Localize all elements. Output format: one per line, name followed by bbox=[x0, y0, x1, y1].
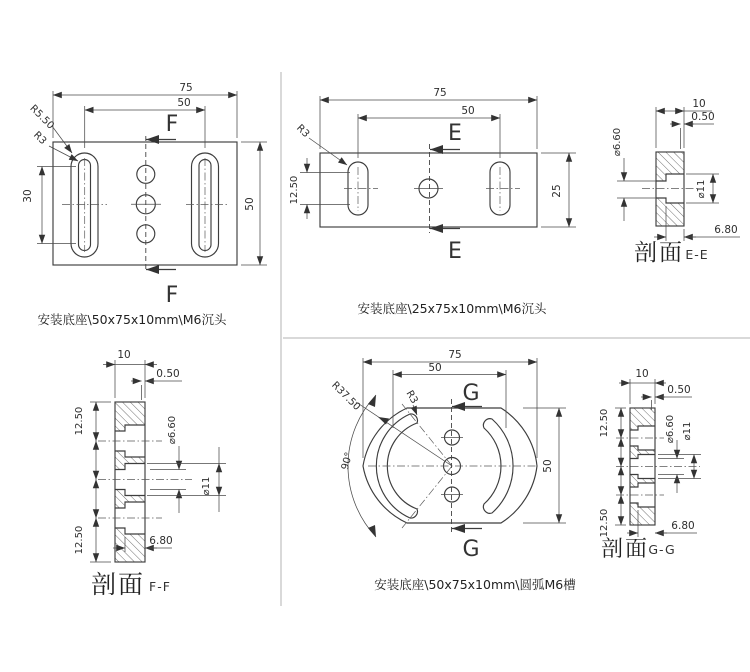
section-letter-e-top: E bbox=[448, 121, 462, 146]
section-name-ee: E-E bbox=[685, 247, 709, 262]
section-name-ff: F-F bbox=[149, 579, 171, 594]
dim-hole-6.60: ⌀6.60 bbox=[612, 127, 623, 157]
leader-r3: R3 bbox=[294, 122, 312, 140]
view-section-ee bbox=[612, 98, 740, 266]
dim-step-0.50: 0.50 bbox=[667, 384, 691, 396]
angle-arrow-top bbox=[368, 395, 376, 407]
dim-pitch-bottom-12.50: 12.50 bbox=[74, 525, 85, 555]
view-section-ff bbox=[74, 349, 226, 599]
dim-cbore-11: ⌀11 bbox=[696, 179, 707, 199]
dim-depth-6.80: 6.80 bbox=[671, 520, 695, 532]
dim-inner-50: 50 bbox=[177, 97, 191, 109]
dim-inner-50: 50 bbox=[461, 105, 475, 117]
section-letter-f-top: F bbox=[165, 112, 179, 137]
section-arrow-f-bottom bbox=[146, 265, 159, 274]
dim-cbore-11: ⌀11 bbox=[201, 476, 212, 496]
dim-pitch-12.50: 12.50 bbox=[289, 175, 300, 205]
dim-hole-6.60: ⌀6.60 bbox=[665, 414, 676, 444]
view-plate-25x75 bbox=[289, 87, 576, 316]
caption-plate-arc: 安装底座\50x75x10mm\圆弧M6槽 bbox=[374, 577, 576, 592]
caption-plate-50x75: 安装底座\50x75x10mm\M6沉头 bbox=[37, 312, 227, 327]
view-plate-50x75 bbox=[22, 82, 267, 327]
leader-r37.50: R37.50 bbox=[329, 379, 363, 413]
dim-step-0.50: 0.50 bbox=[691, 111, 715, 123]
view-plate-arc bbox=[329, 349, 576, 592]
dim-pitch-top-12.50: 12.50 bbox=[74, 406, 85, 436]
section-title-ff: 剖面 bbox=[90, 570, 146, 599]
angle-arrow-bottom bbox=[368, 525, 376, 537]
dim-height-25: 25 bbox=[551, 184, 563, 198]
dim-depth-6.80: 6.80 bbox=[149, 535, 173, 547]
section-letter-e-bottom: E bbox=[448, 239, 462, 264]
dim-pitch-top-12.50: 12.50 bbox=[599, 408, 610, 438]
leader-r5.50: R5.50 bbox=[27, 103, 56, 132]
section-letter-f-bottom: F bbox=[165, 283, 179, 308]
dim-thickness-10: 10 bbox=[692, 98, 706, 110]
dim-width-75: 75 bbox=[179, 82, 193, 94]
section-name-gg: G-G bbox=[648, 542, 676, 557]
caption-plate-25x75: 安装底座\25x75x10mm\M6沉头 bbox=[357, 301, 547, 316]
dim-cbore-11: ⌀11 bbox=[682, 421, 693, 441]
section-title-ee: 剖面 bbox=[634, 240, 684, 266]
section-letter-g-bottom: G bbox=[462, 537, 480, 562]
dim-angle-90: 90° bbox=[339, 451, 356, 472]
section-arrow-f-top bbox=[146, 135, 159, 144]
dim-height-50: 50 bbox=[244, 197, 256, 211]
dim-width-75: 75 bbox=[448, 349, 462, 361]
dim-thickness-10: 10 bbox=[117, 349, 131, 361]
view-section-gg bbox=[599, 368, 701, 562]
dim-depth-6.80: 6.80 bbox=[714, 224, 738, 236]
section-letter-g-top: G bbox=[462, 381, 480, 406]
section-title-gg: 剖面 bbox=[600, 537, 650, 562]
leader-arrow-r37.50 bbox=[378, 417, 389, 425]
dim-width-75: 75 bbox=[433, 87, 447, 99]
dim-thickness-10: 10 bbox=[635, 368, 649, 380]
section-arrow-g-bottom bbox=[452, 524, 465, 533]
dim-slot-30: 30 bbox=[22, 189, 34, 203]
dim-height-50: 50 bbox=[542, 459, 554, 473]
section-arrow-e-bottom bbox=[430, 224, 443, 233]
dim-pitch-bottom-12.50: 12.50 bbox=[599, 508, 610, 538]
dim-inner-50: 50 bbox=[428, 362, 442, 374]
dim-hole-6.60: ⌀6.60 bbox=[167, 415, 178, 445]
leader-r3: R3 bbox=[403, 388, 420, 406]
leader-r3: R3 bbox=[31, 129, 49, 147]
dim-step-0.50: 0.50 bbox=[156, 368, 180, 380]
